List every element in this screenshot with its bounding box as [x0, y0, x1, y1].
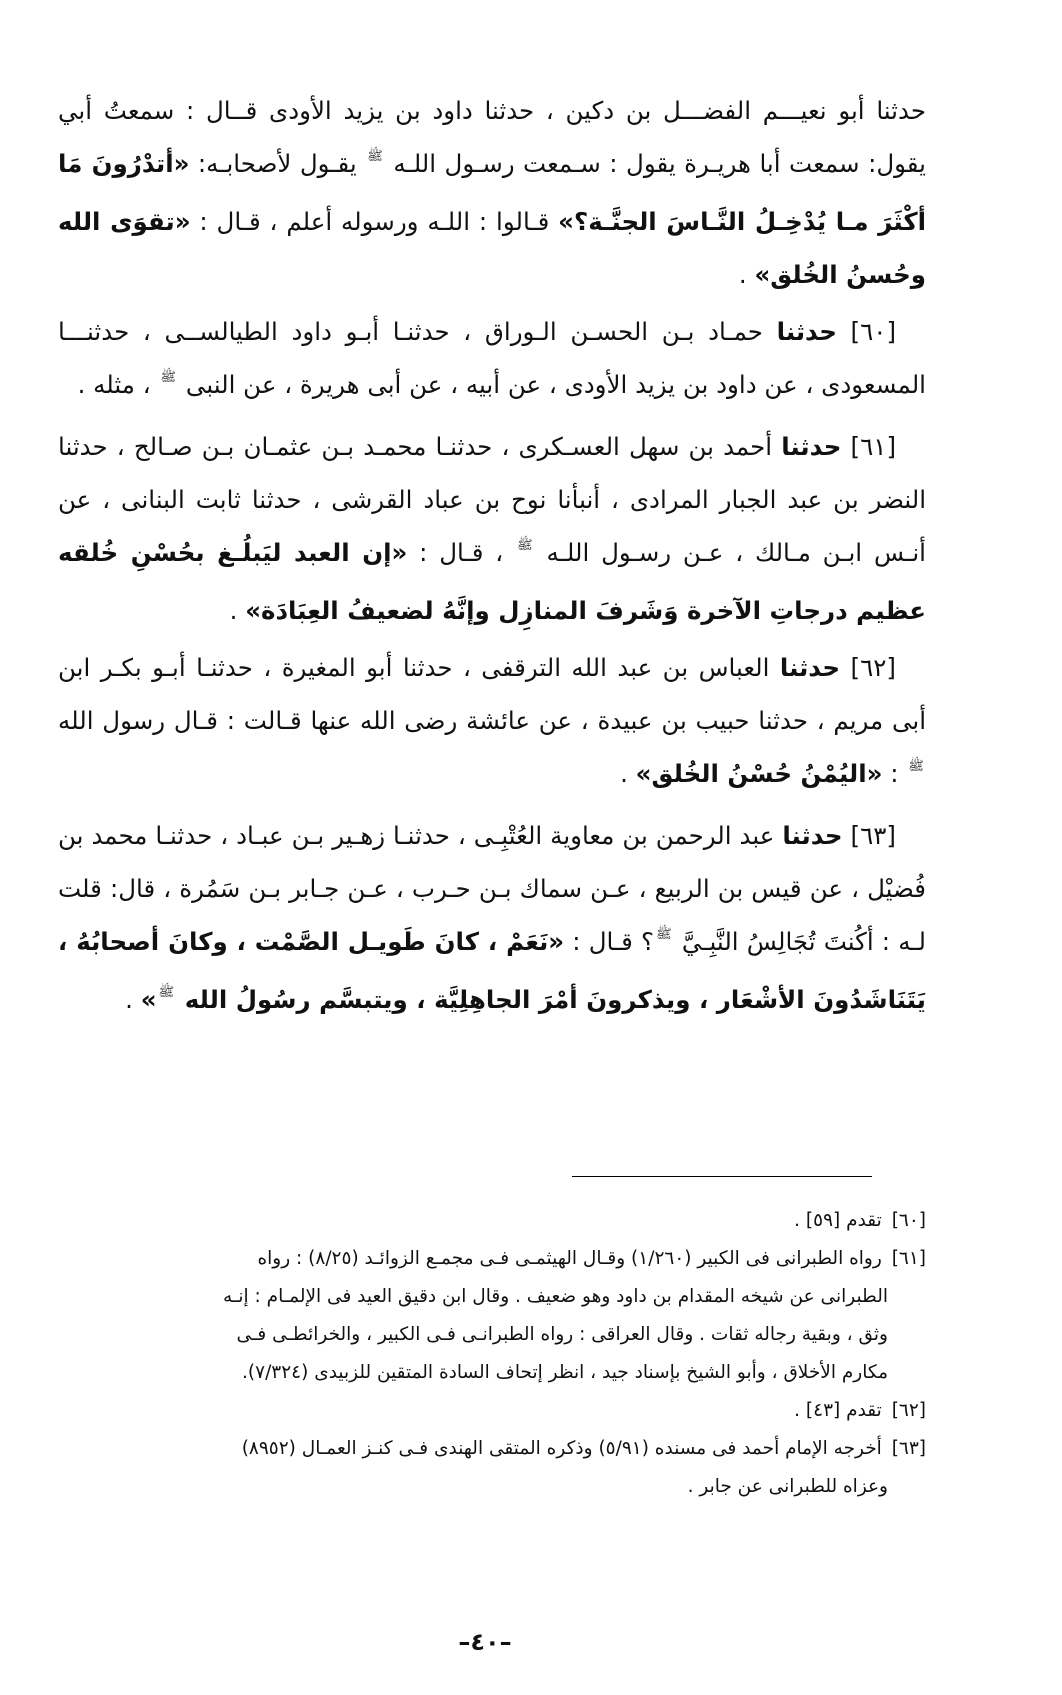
hadith-paragraph: [58, 84, 926, 301]
footnote-text: مكارم الأخلاق ، وأبو الشيخ بإسناد جيد ، انظر إتحاف السادة المتقين للزبيدى (٧/٣٢٤).: [242, 1362, 888, 1383]
hadith-text: حدثنا: [782, 821, 843, 850]
footnote-ref: [٦٠]: [891, 1210, 926, 1231]
footnote-divider: [572, 1176, 872, 1177]
narration-text: [٦٣]: [842, 821, 896, 850]
footnote-line: [58, 1316, 926, 1354]
narration-text: حدثنا أبو نعيـــم الفضـــل بن دكين ، حدثنا داود بن يزيد الأودى قــال : سمعتُ أبي يقول: سمعت أبا هريـرة يقول : سـمعت رسـول اللـه: [58, 96, 927, 178]
footnote-text: وثق ، وبقية رجاله ثقات . وقال العراقى : رواه الطبرانـى فـى الكبير ، والخرائطـى فـى: [236, 1324, 888, 1345]
footnote-text: تقدم [٥٩] .: [794, 1210, 882, 1231]
hadith-paragraph: [58, 305, 926, 416]
footnote-line: [58, 1202, 926, 1240]
narration-text: أحمد بن سهل العسـكرى ، حدثنـا محمـد بـن عثمـان بـن صـالح ، حدثنا النضر بن عبد الجبار المرادى ، أنبأنا نوح بن عباد القرشى ، حدثنا ثابت البنانى ، عن أنـس ابـن مـالك ، عـن رسـول اللـه: [58, 432, 926, 567]
hadith-text: حدثنا: [781, 432, 842, 461]
footnote-line: [58, 1468, 926, 1506]
narration-text: .: [620, 759, 636, 788]
salla-honorific: ﷺ: [367, 149, 383, 164]
narration-text: عبد الرحمن بن معاوية العُتْبِـى ، حدثنـا زهـير بـن عبـاد ، حدثنـا محمد بن فُضيْل ، عن قيس بن الربيع ، عـن سماك بـن حـرب ، عـن جـابر بـن سَمُرة ، قال: قلت لـه : أكُنتَ تُجَالِسُ النَّبِـيَّ: [58, 821, 926, 956]
narration-text: ، مثله .: [77, 370, 159, 399]
narration-text: :: [882, 759, 907, 788]
footnote-line: [58, 1430, 926, 1468]
footnote-text: رواه الطبرانى فى الكبير (١/٢٦٠) وقـال الهيثمـى فـى مجمـع الزوائـد (٨/٢٥) : رواه: [257, 1248, 882, 1269]
narration-text: .: [738, 260, 755, 289]
footnote-line: [58, 1240, 926, 1278]
salla-honorific: ﷺ: [908, 759, 924, 774]
narration-text: ، قـال :: [407, 538, 515, 567]
main-text: [58, 84, 926, 1035]
footnotes: [58, 1202, 926, 1506]
hadith-text: »: [140, 985, 157, 1014]
salla-honorific: ﷺ: [656, 927, 672, 942]
footnote-line: [58, 1392, 926, 1430]
footnote-text: أخرجه الإمام أحمد فى مسنده (٥/٩١) وذكره المتقى الهندى فـى كنـز العمـال (٨٩٥٢): [241, 1438, 882, 1459]
narration-text: ؟ قـال :: [564, 927, 655, 956]
salla-honorific: ﷺ: [517, 538, 533, 553]
narration-text: العباس بن عبد الله الترقفى ، حدثنا أبو المغيرة ، حدثنـا أبـو بكـر ابن أبى مريم ، حدثنا حبيب بن عبيدة ، عن عائشة رضى الله عنها قـالت : قـال رسول الله: [58, 653, 926, 735]
narration-text: قـالوا : اللـه ورسوله أعلم ، قـال :: [190, 207, 559, 236]
hadith-paragraph: [58, 420, 926, 637]
page-number: –٤٠–: [458, 1628, 512, 1656]
footnote-ref: [٦٣]: [891, 1438, 926, 1459]
hadith-text: «إن العبد ليَبلُـغ بحُسْنِ خُلقه عظيم درجاتِ الآخرة وَشَرفَ المنازِل وإنَّهُ لضعيفُ العِبَادَة»: [58, 538, 926, 625]
hadith-text: «أتدْرُونَ مَا أكْثَرَ مـا يُدْخِـلُ النَّـاسَ الجنَّـة؟»: [58, 149, 926, 236]
narration-text: يقـول لأصحابـه:: [189, 149, 366, 178]
footnote-ref: [٦٢]: [891, 1400, 926, 1421]
hadith-text: «اليُمْنُ حُسْنُ الخُلق»: [635, 759, 883, 788]
hadith-text: حدثنا: [776, 317, 837, 346]
footnote-text: وعزاه للطبرانى عن جابر .: [687, 1476, 888, 1497]
footnote-text: تقدم [٤٣] .: [794, 1400, 882, 1421]
narration-text: [٦١]: [841, 432, 896, 461]
salla-honorific: ﷺ: [160, 370, 177, 385]
hadith-text: «تقوَى الله وحُسنُ الخُلق»: [58, 207, 926, 289]
salla-honorific: ﷺ: [158, 985, 175, 1000]
footnote-text: الطبرانى عن شيخه المقدام بن داود وهو ضعيف . وقال ابن دقيق العيد فى الإلمـام : إنـه: [223, 1286, 888, 1307]
narration-text: [٦٠]: [836, 317, 896, 346]
footnote-ref: [٦١]: [891, 1248, 926, 1269]
hadith-paragraph: [58, 641, 926, 805]
narration-text: .: [125, 985, 141, 1014]
hadith-text: حدثنا: [779, 653, 841, 682]
hadith-paragraph: [58, 809, 926, 1031]
footnote-line: [58, 1354, 926, 1392]
hadith-text: «نَعَمْ ، كانَ طَويـل الصَّمْت ، وكانَ أصحابُهُ ، يَتَنَاشَدُونَ الأشْعَار ، ويذكرونَ أمْرَ الجاهِلِيَّة ، ويتبسَّم رسُولُ الله: [58, 927, 926, 1014]
narration-text: .: [229, 596, 246, 625]
narration-text: حمـاد بـن الحسـن الـوراق ، حدثنـا أبـو داود الطيالســى ، حدثنـــا المسعودى ، عن داود بن يزيد الأودى ، عن أبيه ، عن أبى هريرة ، عن النبى: [58, 317, 926, 399]
footnote-line: [58, 1278, 926, 1316]
narration-text: [٦٢]: [840, 653, 896, 682]
